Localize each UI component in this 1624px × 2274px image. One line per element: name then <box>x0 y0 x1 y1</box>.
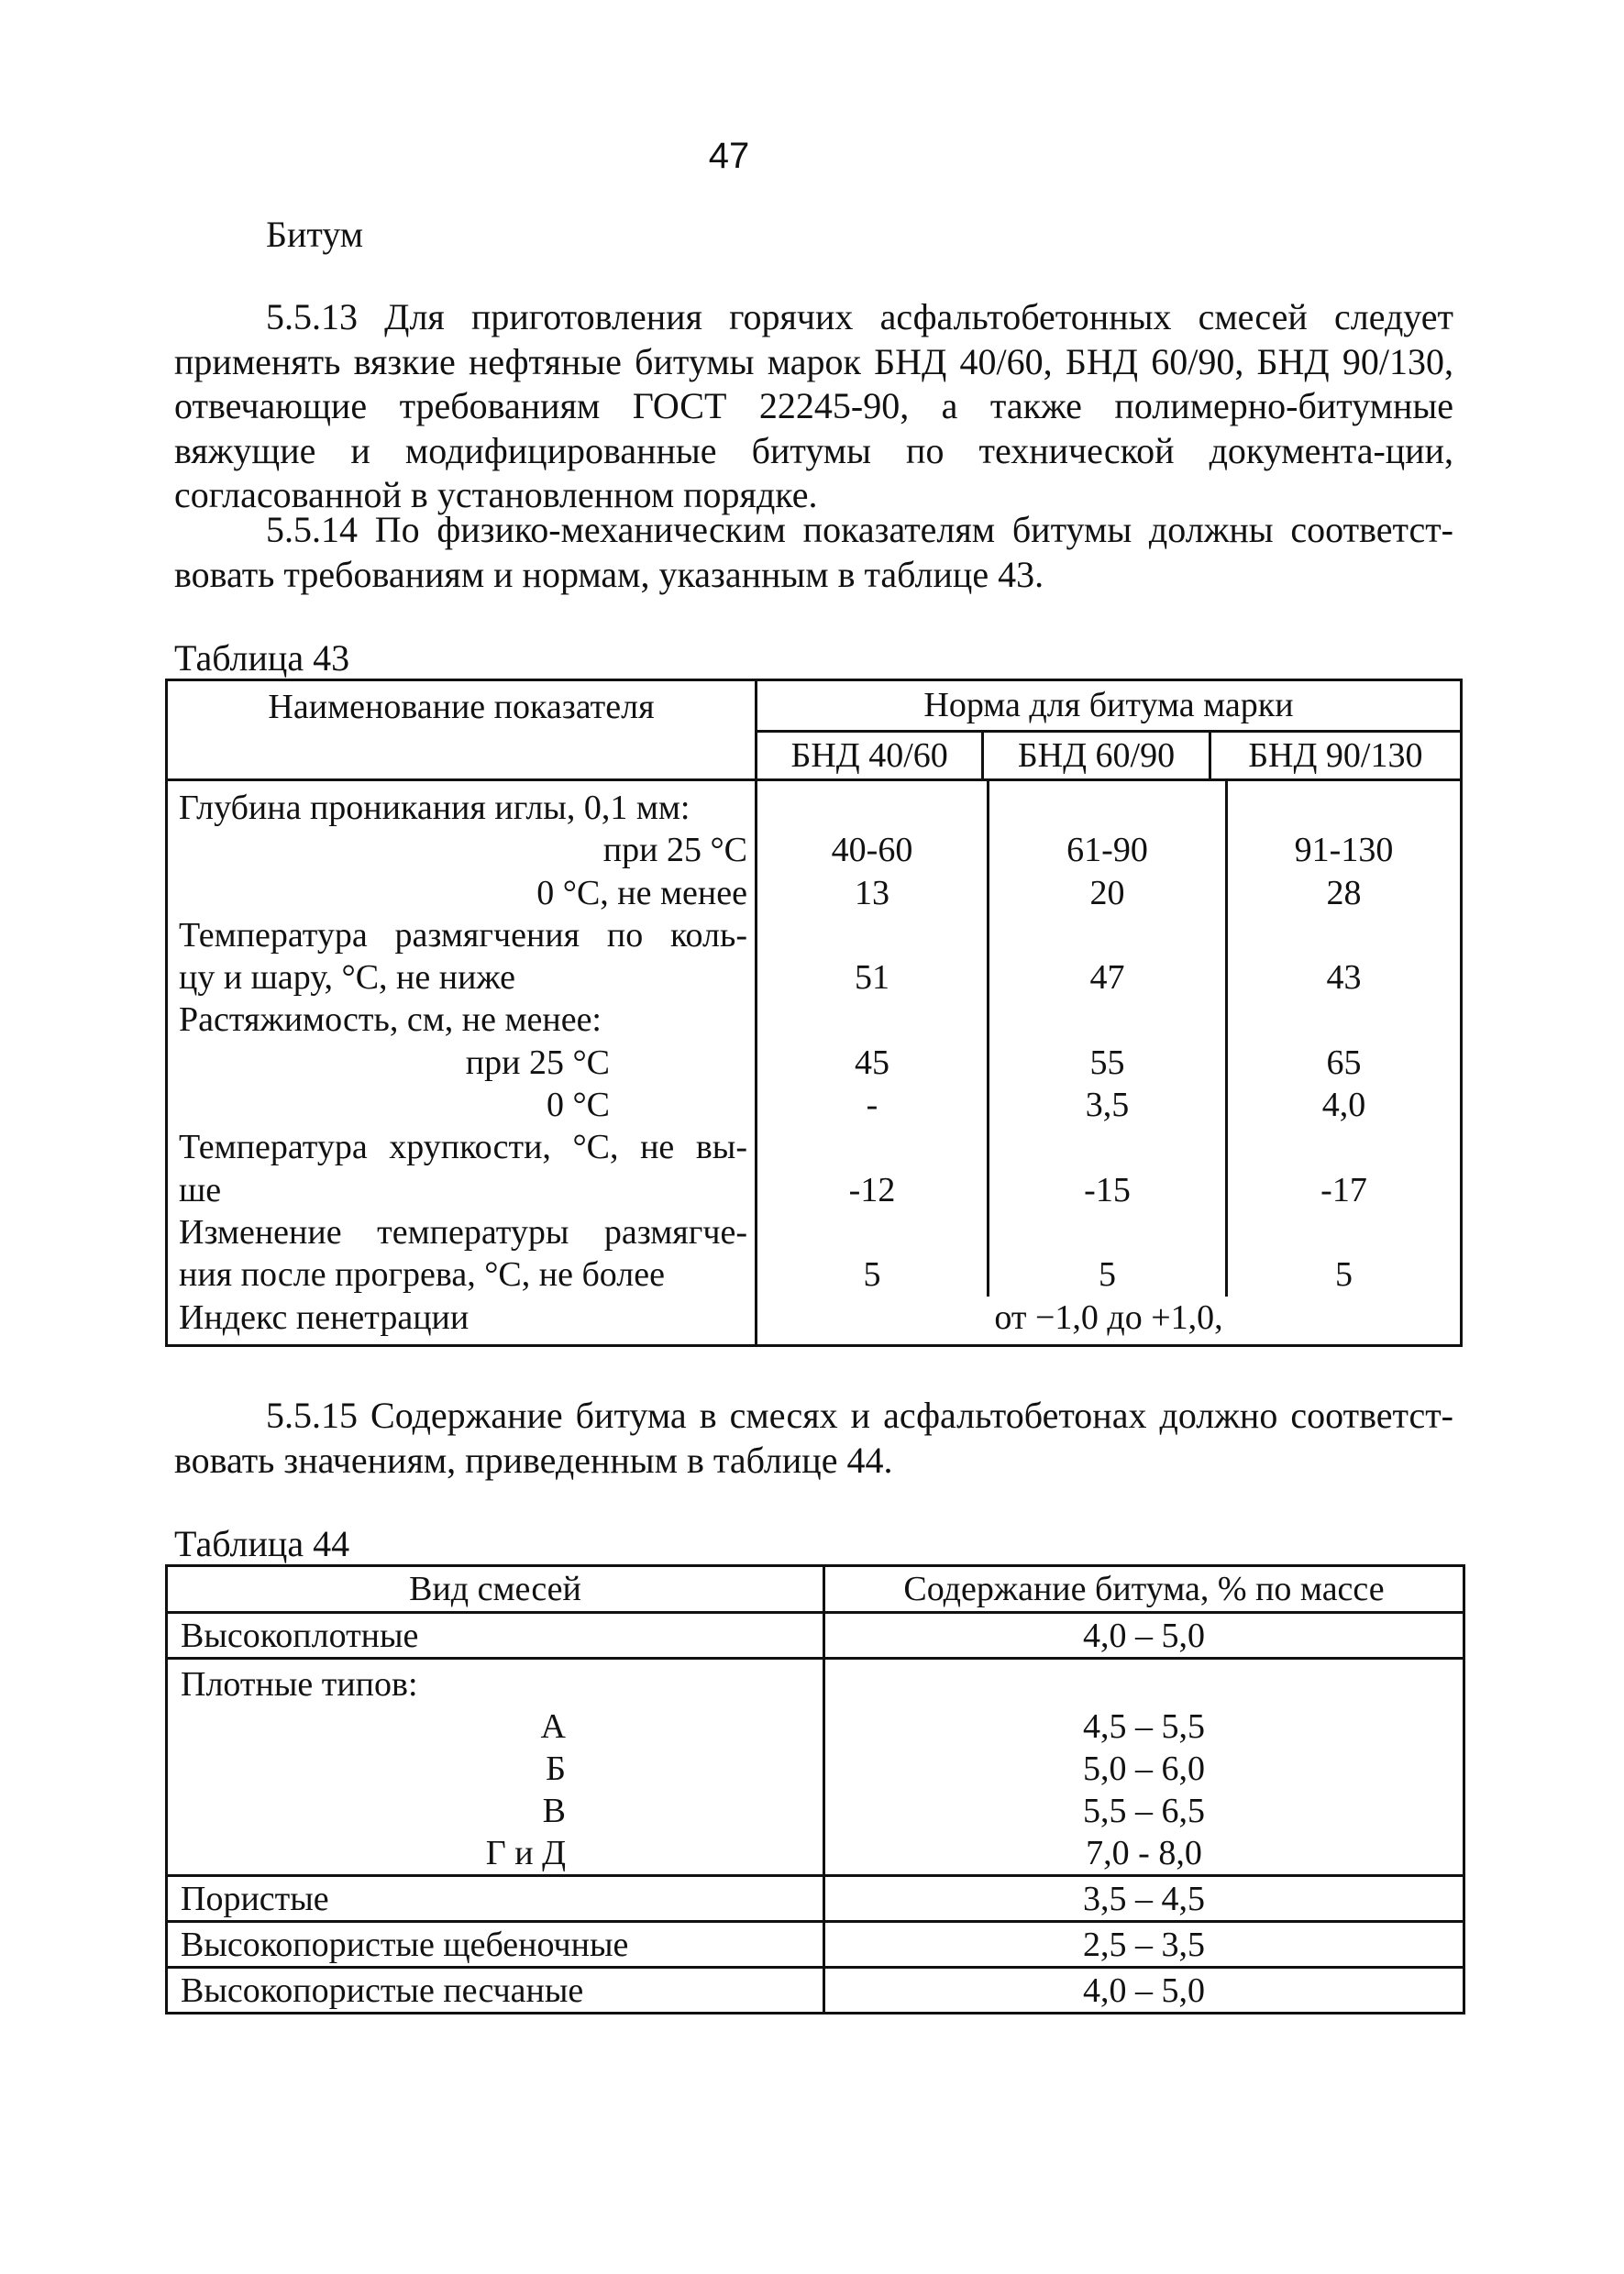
mix-type: Высокопористые щебеночные <box>167 1922 824 1968</box>
indicator-line: Температура хрупкости, °С, не вы- <box>179 1128 747 1167</box>
table-43-grade-2: БНД 60/90 <box>983 731 1210 779</box>
value-cell <box>989 787 1225 829</box>
value-cell: -15 <box>1084 1170 1131 1209</box>
indicator-line: 0 °С <box>546 1086 610 1125</box>
value-cell: 91-130 <box>1294 831 1394 870</box>
section-heading: Битум <box>266 214 364 255</box>
table-43-header-name: Наименование показателя <box>167 680 757 780</box>
table-row <box>167 1659 1464 1876</box>
table-43-col-bnd-90-130 <box>1228 781 1460 1297</box>
table-44-caption: Таблица 44 <box>174 1523 350 1564</box>
indicator-line: при 25 °С <box>465 1043 610 1082</box>
mix-type-group <box>167 1659 824 1876</box>
value-cell <box>989 999 1225 1041</box>
indicator-line: ше <box>179 1170 222 1209</box>
mix-type: Плотные типов: <box>181 1665 418 1704</box>
value-cell <box>1228 999 1460 1041</box>
mix-type: Пористые <box>167 1876 824 1922</box>
paragraph-5-5-14 <box>174 508 1453 597</box>
indicator-line: Изменение температуры размягче- <box>179 1212 747 1252</box>
mix-subtype: В <box>542 1792 566 1830</box>
mix-type: Высокопористые песчаные <box>167 1968 824 2014</box>
value-cell <box>989 1211 1225 1253</box>
bitumen-content: 4,0 – 5,0 <box>824 1613 1464 1659</box>
value-cell <box>1228 787 1460 829</box>
indicator-line: Температура размягчения по коль- <box>179 915 747 955</box>
indicator-line: ния после прогрева, °С, не более <box>179 1255 665 1295</box>
value-cell: 5 <box>863 1255 881 1295</box>
value-cell: 20 <box>1089 873 1125 912</box>
mix-type: Высокоплотные <box>167 1613 824 1659</box>
value-cell: 45 <box>855 1043 889 1082</box>
table-44-header-content: Содержание битума, % по массе <box>824 1566 1464 1613</box>
bitumen-content: 4,0 – 5,0 <box>824 1968 1464 2014</box>
value-cell: 4,0 <box>1321 1086 1366 1125</box>
table-row <box>167 1968 1464 2014</box>
bitumen-content: 4,5 – 5,5 <box>1083 1707 1205 1746</box>
indicator-line: 0 °С, не менее <box>536 873 747 912</box>
penetration-index-value: от −1,0 до +1,0, <box>994 1297 1223 1337</box>
mix-subtype: Б <box>546 1750 566 1788</box>
value-cell: 5 <box>1099 1255 1116 1295</box>
table-43-grade-1: БНД 40/60 <box>757 731 983 779</box>
value-cell: 5 <box>1335 1255 1353 1295</box>
paragraph-5-5-13 <box>174 295 1453 518</box>
value-cell <box>757 787 987 829</box>
mix-subtype: А <box>540 1707 566 1746</box>
paragraph-text: 5.5.13 Для приготовления горячих асфальтобетонных смесей следует применять вязкие нефтяные битумы марок БНД 40/60, БНД 60/90, БНД 90/130, отвечающие требованиям ГОСТ 22245-90, а также полимерно-битумные вяжущие и модифицированные битумы по технической документа-ции, согласованной в установленном порядке. <box>174 296 1453 515</box>
value-cell: 40-60 <box>831 831 913 870</box>
paragraph-5-5-15 <box>174 1394 1453 1483</box>
bitumen-content: 5,0 – 6,0 <box>1083 1750 1205 1788</box>
indicator-line: Растяжимость, см, не менее: <box>179 1000 602 1040</box>
indicator-line: Индекс пенетрации <box>179 1297 470 1337</box>
value-cell <box>989 1126 1225 1168</box>
spacer <box>825 1663 1463 1706</box>
table-43-indicator-names <box>167 780 757 1346</box>
value-cell <box>757 999 987 1041</box>
value-cell <box>757 914 987 956</box>
table-row <box>167 1613 1464 1659</box>
table-row <box>167 1922 1464 1968</box>
table-43-col-bnd-40-60 <box>757 781 989 1297</box>
value-cell: 3,5 <box>1085 1086 1130 1125</box>
value-cell <box>757 1211 987 1253</box>
bitumen-content: 2,5 – 3,5 <box>824 1922 1464 1968</box>
value-cell <box>989 914 1225 956</box>
table-43-grade-3: БНД 90/130 <box>1210 731 1461 779</box>
value-cell <box>1228 1126 1460 1168</box>
bitumen-content: 7,0 - 8,0 <box>1086 1834 1202 1872</box>
indicator-line: при 25 °С <box>602 831 747 870</box>
indicator-line: Глубина проникания иглы, 0,1 мм: <box>179 789 690 827</box>
table-43-col-bnd-60-90 <box>989 781 1228 1297</box>
value-cell: 55 <box>1089 1043 1125 1082</box>
table-43-caption: Таблица 43 <box>174 637 350 679</box>
paragraph-text: 5.5.14 По физико-механическим показателям битумы должны соответст-вовать требованиям и нормам, указанным в таблице 43. <box>174 509 1453 595</box>
bitumen-content-group <box>824 1659 1464 1876</box>
indicator-line: цу и шару, °С, не ниже <box>179 958 516 998</box>
value-cell: 65 <box>1326 1043 1362 1082</box>
paragraph-text: 5.5.15 Содержание битума в смесях и асфальтобетонах должно соответст-вовать значениям, приведенным в таблице 44. <box>174 1395 1453 1481</box>
value-cell: 13 <box>855 873 889 912</box>
bitumen-content: 3,5 – 4,5 <box>824 1876 1464 1922</box>
value-cell: 28 <box>1326 873 1362 912</box>
table-44-header-type: Вид смесей <box>167 1566 824 1613</box>
table-43 <box>165 679 1463 1347</box>
value-cell: 43 <box>1326 958 1362 998</box>
mix-subtype: Г и Д <box>485 1834 566 1872</box>
value-cell: -12 <box>848 1170 896 1209</box>
table-row <box>167 1876 1464 1922</box>
value-cell <box>1228 914 1460 956</box>
value-cell <box>1228 1211 1460 1253</box>
table-43-values <box>757 780 1462 1346</box>
value-cell: 61-90 <box>1066 831 1148 870</box>
value-cell: 47 <box>1089 958 1125 998</box>
table-44 <box>165 1564 1465 2015</box>
value-cell <box>757 1126 987 1168</box>
value-cell: -17 <box>1320 1170 1367 1209</box>
bitumen-content: 5,5 – 6,5 <box>1083 1792 1205 1830</box>
table-43-header-norm: Норма для битума марки <box>757 680 1462 732</box>
page-number: 47 <box>708 136 750 176</box>
value-cell: - <box>866 1086 878 1125</box>
value-cell: 51 <box>855 958 889 998</box>
